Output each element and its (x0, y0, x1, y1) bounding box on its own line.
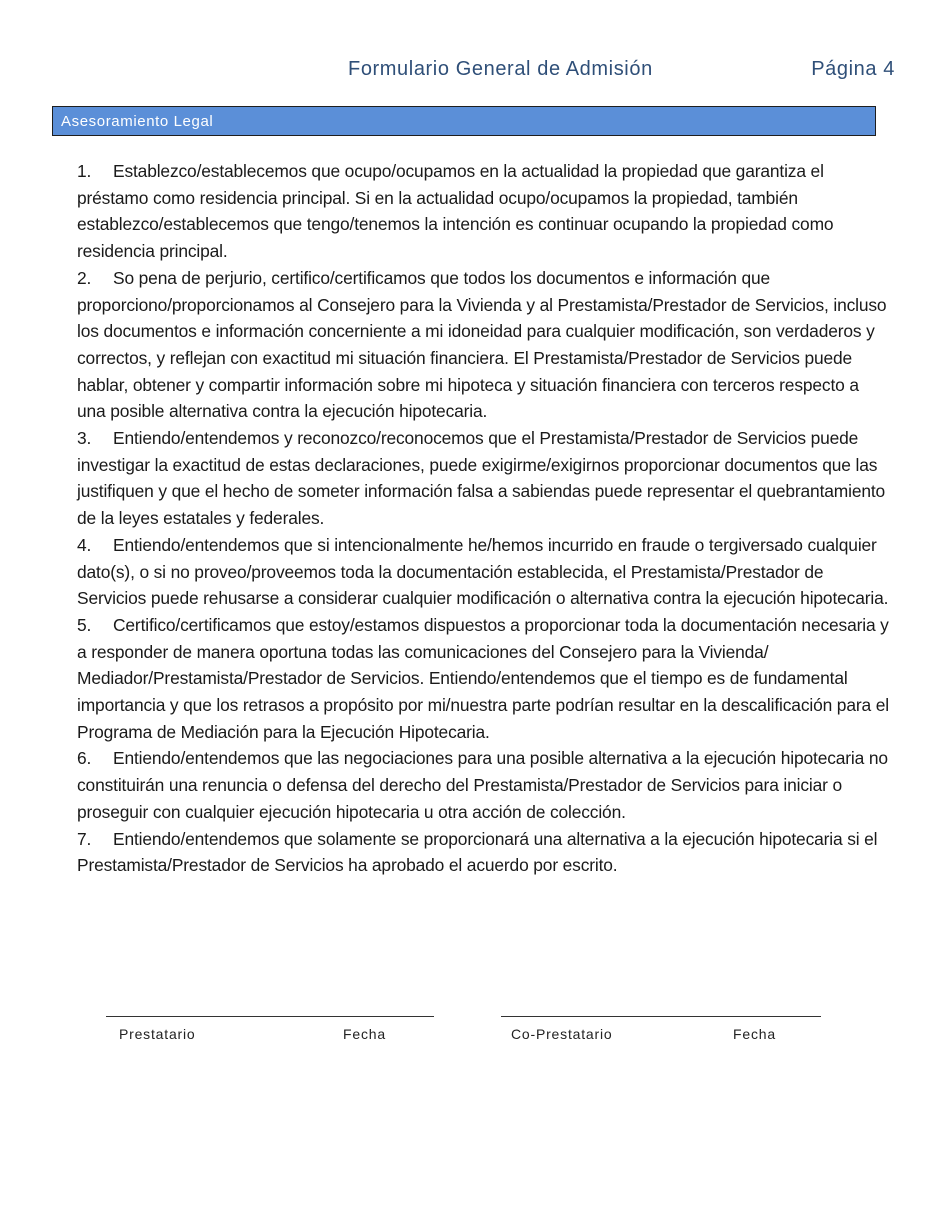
borrower-signature-line[interactable] (106, 1016, 434, 1017)
statement-number: 3. (77, 428, 92, 449)
co-borrower-signature-block (501, 1016, 821, 1056)
statement-number: 7. (77, 828, 92, 849)
statement-text: So pena de perjurio, certifico/certificamos que todos los documentos e información que proporciono/proporcionamos al Consejero para la Vivienda y al Prestamista/Prestador de Servicios, incluso los documentos e información concerniente a mi idoneidad para cualquier modificación, son verdaderos y correctos, y reflejan con exactitud mi situación financiera. El Prestamista/Prestador de Servicios puede hablar, obtener y compartir información sobre mi hipoteca y situación financiera con terceros respecto a una posible alternativa contra la ejecución hipotecaria. (77, 267, 887, 422)
statement-2 (77, 265, 889, 425)
section-title: Asesoramiento Legal (61, 113, 214, 130)
statement-7 (77, 826, 889, 879)
form-title: Formulario General de Admisión (348, 58, 653, 80)
legal-statements-list (77, 158, 889, 879)
statement-number: 4. (77, 534, 92, 555)
co-borrower-date-label: Fecha (733, 1026, 776, 1042)
statement-text: Entiendo/entendemos y reconozco/reconocemos que el Prestamista/Prestador de Servicios puede investigar la exactitud de estas declaraciones, puede exigirme/exigirnos proporcionar documentos que las justifiquen y que el hecho de someter información falsa a sabiendas puede representar el quebrantamiento de la leyes estatales y federales. (77, 428, 886, 529)
statement-number: 6. (77, 748, 92, 769)
statement-number: 5. (77, 614, 92, 635)
statement-6 (77, 745, 889, 825)
statement-text: Certifico/certificamos que estoy/estamos dispuestos a proporcionar toda la documentación necesaria y a responder de manera oportuna todas las comunicaciones del Consejero para la Vivienda/ Mediador/Prestamista/Prestador de Servicios. Entiendo/entendemos que el tiempo es de fundamental importancia y que los retrasos a propósito por mi/nuestra parte podrían resultar en la descalificación para el Programa de Mediación para la Ejecución Hipotecaria. (77, 614, 889, 742)
section-header-bar (52, 106, 876, 136)
borrower-label: Prestatario (119, 1026, 196, 1042)
statement-text: Entiendo/entendemos que si intencionalmente he/hemos incurrido en fraude o tergiversado cualquier dato(s), o si no proveo/proveemos toda la documentación establecida, el Prestamista/Prestador de Servicios puede rehusarse a considerar cualquier modificación o alternativa contra la ejecución hipotecaria. (77, 534, 889, 609)
statement-1 (77, 158, 889, 265)
statement-5 (77, 612, 889, 746)
statement-text: Entiendo/entendemos que las negociaciones para una posible alternativa a la ejecución hipotecaria no constituirán una renuncia o defensa del derecho del Prestamista/Prestador de Servicios para iniciar o proseguir con cualquier ejecución hipotecaria u otra acción de colección. (77, 748, 888, 822)
borrower-signature-block (106, 1016, 434, 1056)
page-header (0, 58, 950, 88)
statement-number: 2. (77, 267, 92, 288)
statement-number: 1. (77, 161, 92, 181)
statement-4 (77, 532, 889, 612)
statement-3 (77, 425, 889, 532)
statement-text: Entiendo/entendemos que solamente se proporcionará una alternativa a la ejecución hipotecaria si el Prestamista/Prestador de Servicios ha aprobado el acuerdo por escrito. (77, 828, 878, 876)
statement-text: Establezco/establecemos que ocupo/ocupamos en la actualidad la propiedad que garantiza el préstamo como residencia principal. Si en la actualidad ocupo/ocupamos la propiedad, también establezco/establecemos que tengo/tenemos la intención es continuar ocupando la propiedad como residencia principal. (77, 161, 834, 262)
co-borrower-signature-line[interactable] (501, 1016, 821, 1017)
page-number: Página 4 (811, 58, 895, 80)
co-borrower-label: Co-Prestatario (511, 1026, 613, 1042)
borrower-date-label: Fecha (343, 1026, 386, 1042)
